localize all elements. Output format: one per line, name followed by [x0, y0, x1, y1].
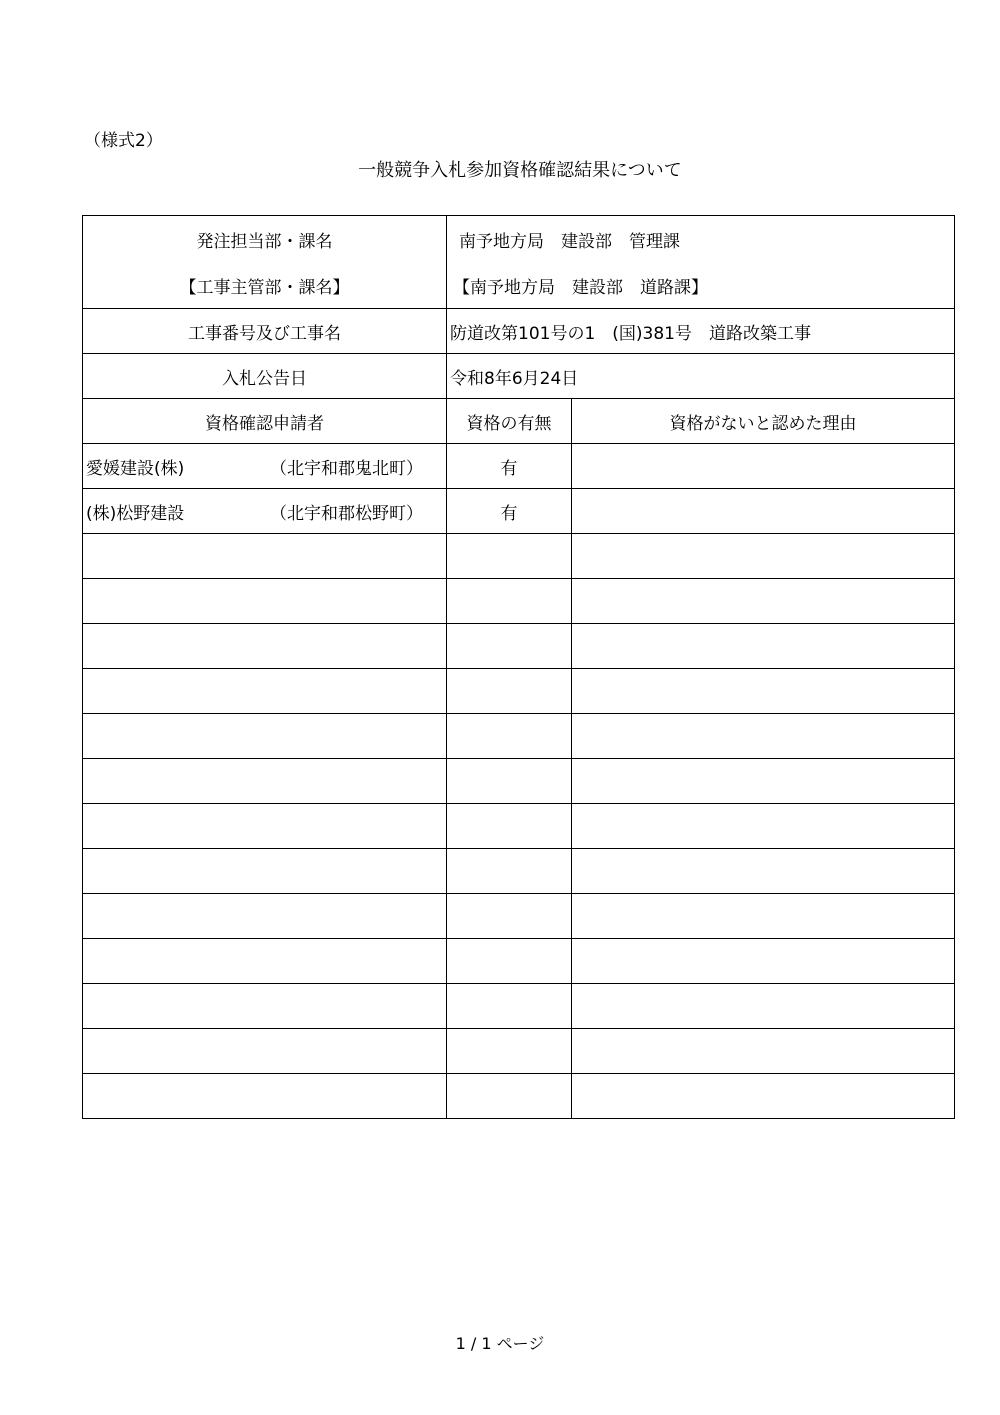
qualification-cell: [447, 624, 572, 669]
document-title: 一般競争入札参加資格確認結果について: [358, 160, 682, 181]
work-dept-label: 【工事主管部・課名】: [179, 277, 350, 298]
table-row: [83, 669, 955, 714]
notice-date-row: [83, 354, 955, 399]
applicant-name: (株)松野建設: [86, 503, 185, 524]
reason-cell: [572, 669, 955, 714]
page-number: 1 / 1 ページ: [455, 1334, 545, 1353]
applicant-cell: [83, 444, 447, 489]
applicant-location: （北宇和郡松野町）: [270, 503, 423, 524]
department-row: [83, 216, 955, 309]
reason-cell: [572, 714, 955, 759]
qualification-cell: [447, 939, 572, 984]
form-style-label: （様式2）: [84, 131, 163, 151]
applicant-cell: [83, 1074, 447, 1119]
work-name-value: 防道改第101号の1 (国)381号 道路改築工事: [447, 309, 955, 354]
table-row: [83, 534, 955, 579]
qualification-cell: [447, 759, 572, 804]
qualification-cell: [447, 1029, 572, 1074]
table-row: [83, 714, 955, 759]
applicant-cell: [83, 489, 447, 534]
reason-cell: [572, 894, 955, 939]
table-row: [83, 804, 955, 849]
qualification-result-table: [82, 215, 955, 1119]
reason-cell: [572, 849, 955, 894]
qualification-cell: [447, 804, 572, 849]
reason-cell: [572, 759, 955, 804]
reason-cell: [572, 489, 955, 534]
table-row: [83, 849, 955, 894]
reason-cell: [572, 1029, 955, 1074]
qualification-cell: [447, 579, 572, 624]
column-header-row: [83, 399, 955, 444]
table-row: [83, 984, 955, 1029]
applicant-cell: [83, 714, 447, 759]
table-row: [83, 759, 955, 804]
work-name-row: [83, 309, 955, 354]
applicant-cell: [83, 579, 447, 624]
applicant-entry: [86, 499, 443, 524]
applicant-cell: [83, 984, 447, 1029]
reason-cell: [572, 939, 955, 984]
work-name-label: 工事番号及び工事名: [83, 309, 447, 354]
applicant-entry: [86, 454, 443, 479]
notice-date-label: 入札公告日: [83, 354, 447, 399]
table-row: [83, 939, 955, 984]
applicant-location: （北宇和郡鬼北町）: [270, 458, 423, 479]
table-row: [83, 624, 955, 669]
work-dept-value: 【南予地方局 建設部 道路課】: [453, 277, 708, 298]
applicant-cell: [83, 669, 447, 714]
order-dept-label: 発注担当部・課名: [196, 231, 333, 252]
reason-cell: [572, 579, 955, 624]
reason-cell: [572, 534, 955, 579]
applicant-column-header: 資格確認申請者: [83, 399, 447, 444]
table-row: [83, 444, 955, 489]
reason-cell: [572, 1074, 955, 1119]
reason-column-header: 資格がないと認めた理由: [572, 399, 955, 444]
table-row: [83, 894, 955, 939]
department-label-cell: [83, 216, 447, 309]
qualification-cell: [447, 894, 572, 939]
applicant-cell: [83, 624, 447, 669]
qualification-cell: [447, 534, 572, 579]
reason-cell: [572, 444, 955, 489]
qualification-cell: 有: [447, 444, 572, 489]
notice-date-value: 令和8年6月24日: [447, 354, 955, 399]
qualification-cell: [447, 669, 572, 714]
applicant-cell: [83, 534, 447, 579]
table-row: [83, 579, 955, 624]
reason-cell: [572, 624, 955, 669]
qualification-cell: 有: [447, 489, 572, 534]
qualification-cell: [447, 849, 572, 894]
qualification-column-header: 資格の有無: [447, 399, 572, 444]
table-row: [83, 489, 955, 534]
applicant-cell: [83, 804, 447, 849]
qualification-cell: [447, 714, 572, 759]
applicant-cell: [83, 759, 447, 804]
applicant-cell: [83, 849, 447, 894]
table-row: [83, 1029, 955, 1074]
order-dept-value: 南予地方局 建設部 管理課: [459, 231, 680, 252]
qualification-cell: [447, 1074, 572, 1119]
applicant-cell: [83, 894, 447, 939]
table-row: [83, 1074, 955, 1119]
department-value-cell: [447, 216, 955, 309]
applicant-name: 愛媛建設(株): [86, 458, 185, 479]
reason-cell: [572, 804, 955, 849]
applicant-cell: [83, 939, 447, 984]
qualification-cell: [447, 984, 572, 1029]
applicant-cell: [83, 1029, 447, 1074]
reason-cell: [572, 984, 955, 1029]
